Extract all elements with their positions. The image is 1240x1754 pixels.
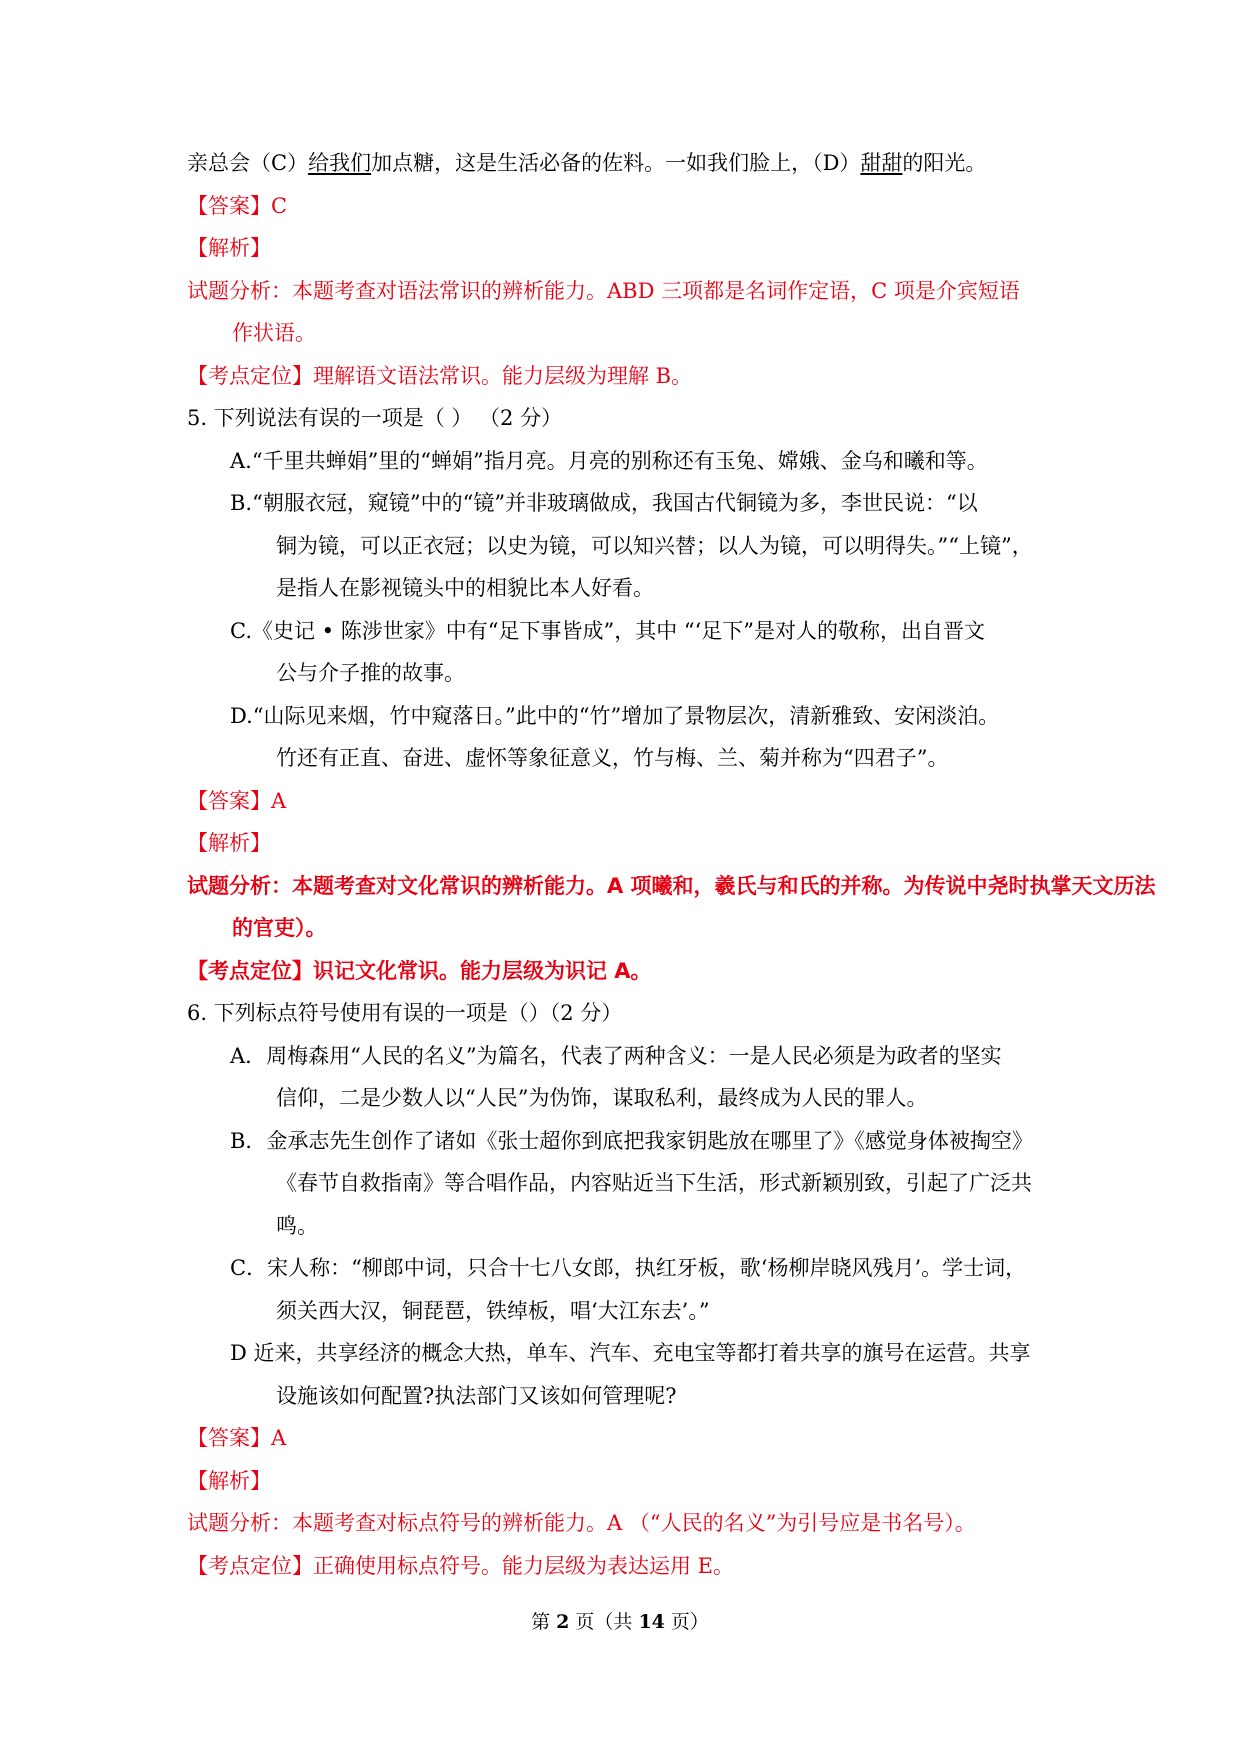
q4-continuation [187, 150, 986, 176]
q5-option-c-line1: C.《史记 • 陈涉世家》中有“足下事皆成”，其中 “‘足下”是对人的敬称，出自晋文 [230, 619, 986, 643]
q6-option-d-line1: D 近来，共享经济的概念大热，单车、汽车、充电宝等都打着共享的旗号在运营。共享 [230, 1341, 1031, 1365]
q6-option-d-line2: 设施该如何配置?执法部门又该如何管理呢? [276, 1384, 677, 1408]
q5-analysis-line1: 试题分析：本题考查对文化常识的辨析能力。A 项曦和，羲氏与和氏的并称。为传说中尧时执掌天文历法 [187, 874, 1156, 898]
q6-stem: 6. 下列标点符号使用有误的一项是（）（2 分） [187, 1001, 623, 1025]
q5-option-b-line1: B.“朝服衣冠，窥镜”中的“镜”并非玻璃做成，我国古代铜镜为多，李世民说：“以 [230, 491, 978, 515]
q6-option-b-line3: 鸣。 [276, 1214, 318, 1238]
q4-text-part1: 亲总会（C） [187, 151, 309, 175]
q4-answer: 【答案】C [187, 194, 288, 218]
q4-underlined-c: 给我们 [308, 151, 372, 175]
q6-answer: 【答案】A [187, 1426, 287, 1450]
q6-option-a-line1: A．周梅森用“人民的名义”为篇名，代表了两种含义：一是人民必须是为政者的坚实 [230, 1044, 1002, 1068]
q6-analysis-heading: 【解析】 [187, 1469, 271, 1493]
q5-stem: 5. 下列说法有误的一项是（ ） （2 分） [187, 406, 563, 430]
q6-option-b-line2: 《春节自救指南》等合唱作品，内容贴近当下生活，形式新颖别致，引起了广泛共 [276, 1171, 1032, 1195]
q5-analysis-heading: 【解析】 [187, 831, 271, 855]
q5-option-a: A.“千里共蝉娟”里的“蝉娟”指月亮。月亮的别称还有玉兔、嫦娥、金乌和曦和等。 [230, 449, 988, 473]
q4-analysis-heading: 【解析】 [187, 236, 271, 260]
q5-option-d-line1: D.“山际见来烟，竹中窥落日。”此中的“竹”增加了景物层次，清新雅致、安闲淡泊。 [230, 704, 1000, 728]
q6-option-a-line2: 信仰，二是少数人以“人民”为伪饰，谋取私利，最终成为人民的罪人。 [276, 1086, 928, 1110]
q4-text-part3: 的阳光。 [902, 151, 987, 175]
q4-analysis-line2: 作状语。 [232, 321, 316, 345]
page-footer [0, 1610, 1240, 1634]
q5-option-b-line3: 是指人在影视镜头中的相貌比本人好看。 [276, 576, 654, 600]
q6-option-b-line1: B．金承志先生创作了诸如《张士超你到底把我家钥匙放在哪里了》《感觉身体被掏空》 [230, 1129, 1033, 1153]
q4-analysis-line1: 试题分析：本题考查对语法常识的辨析能力。ABD 三项都是名词作定语，C 项是介宾短语 [187, 279, 1020, 303]
footer-prefix: 第 [531, 1611, 557, 1633]
q6-option-c-line2: 须关西大汉，铜琵琶，铁绰板，唱‘大江东去’。” [276, 1299, 710, 1323]
footer-suffix: 页） [664, 1611, 709, 1633]
q5-option-d-line2: 竹还有正直、奋进、虚怀等象征意义，竹与梅、兰、菊并称为“四君子”。 [276, 746, 949, 770]
footer-page-number: 2 [556, 1611, 570, 1633]
q4-underlined-d: 甜甜 [860, 151, 903, 175]
q4-text-part2: 加点糖，这是生活必备的佐料。一如我们脸上，（D） [371, 151, 861, 175]
q5-option-b-line2: 铜为镜，可以正衣冠；以史为镜，可以知兴替；以人为镜，可以明得失。”“上镜”， [276, 534, 1033, 558]
footer-total-pages: 14 [638, 1611, 665, 1633]
q5-kaodian: 【考点定位】识记文化常识。能力层级为识记 A。 [187, 959, 652, 983]
q6-kaodian: 【考点定位】正确使用标点符号。能力层级为表达运用 E。 [187, 1554, 735, 1578]
q5-option-c-line2: 公与介子推的故事。 [276, 661, 465, 685]
q5-analysis-line2: 的官吏）。 [232, 916, 327, 940]
q4-kaodian: 【考点定位】理解语文语法常识。能力层级为理解 B。 [187, 364, 693, 388]
footer-middle: 页（共 [569, 1611, 639, 1633]
q6-option-c-line1: C．宋人称：“柳郎中词，只合十七八女郎，执红牙板，歌‘杨柳岸晓风残月’。学士词， [230, 1256, 1027, 1280]
q5-answer: 【答案】A [187, 789, 287, 813]
q6-analysis-line1: 试题分析：本题考查对标点符号的辨析能力。A （“人民的名义”为引号应是书名号）。 [187, 1511, 976, 1535]
